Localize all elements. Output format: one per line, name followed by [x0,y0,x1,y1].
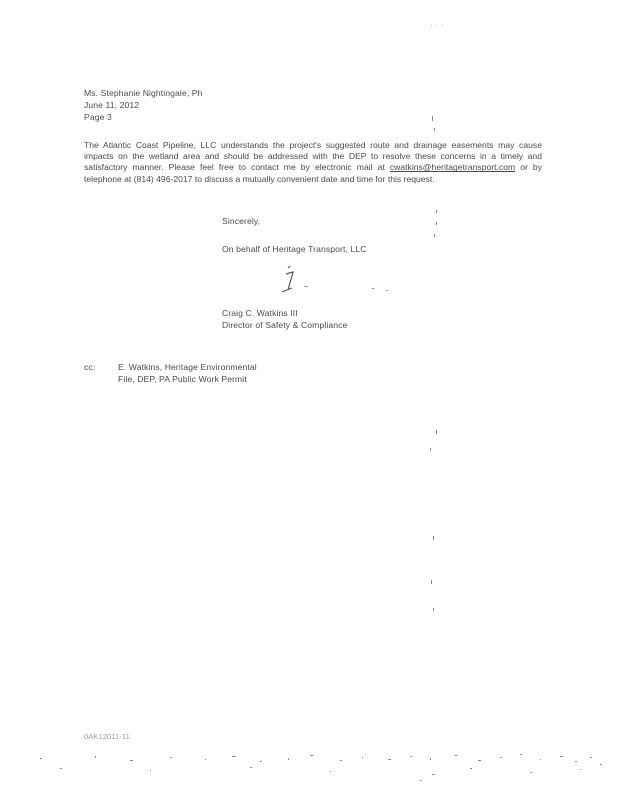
addressee-line: Ms. Stephanie Nightingale, Ph [84,88,203,98]
scan-speck [432,116,433,121]
body-text-end: or by telephone at (814) 496-2017 to discuss a mutually convenient date and time for this request. [84,162,542,184]
signer-name: Craig C. Watkins III [222,308,298,318]
header-page-mark: · · · [430,20,444,30]
letter-date: June 11, 2012 [84,100,140,110]
body-paragraph [84,140,542,185]
salutation: Sincerely, [222,216,261,226]
signature-mark [268,262,328,302]
scan-speck [372,288,374,289]
scan-speck [386,290,388,291]
scan-speck [430,448,431,451]
scan-speck [433,608,434,611]
on-behalf-line: On behalf of Heritage Transport, LLC [222,244,367,254]
scan-speck [431,580,432,584]
scan-speck [436,430,437,434]
scan-speck [434,128,435,131]
cc-label: cc: [84,362,96,372]
scan-speck [434,234,435,237]
email-link[interactable]: cwatkins@heritagetransport.com [389,162,516,173]
body-text-start: The Atlantic Coast Pipeline, LLC understands the project's suggested route and drainage easements may cause impacts on the wetland area and should be addressed with the DEP to resolve these concerns in a timely and satisfactory manner. Please feel free to contact me by electronic mail at [84,140,542,173]
page-number: Page 3 [84,112,112,122]
scan-speck [433,536,434,540]
signer-title: Director of Safety & Compliance [222,320,348,330]
scan-speck [436,222,437,225]
cc-line-2: File, DEP, PA Public Work Permit [118,374,247,384]
footer-doc-id: 0AK12011-11 [84,732,130,741]
scan-speck [436,210,437,213]
cc-line-1: E. Watkins, Heritage Environmental [118,362,257,372]
scan-noise-band [0,750,619,800]
